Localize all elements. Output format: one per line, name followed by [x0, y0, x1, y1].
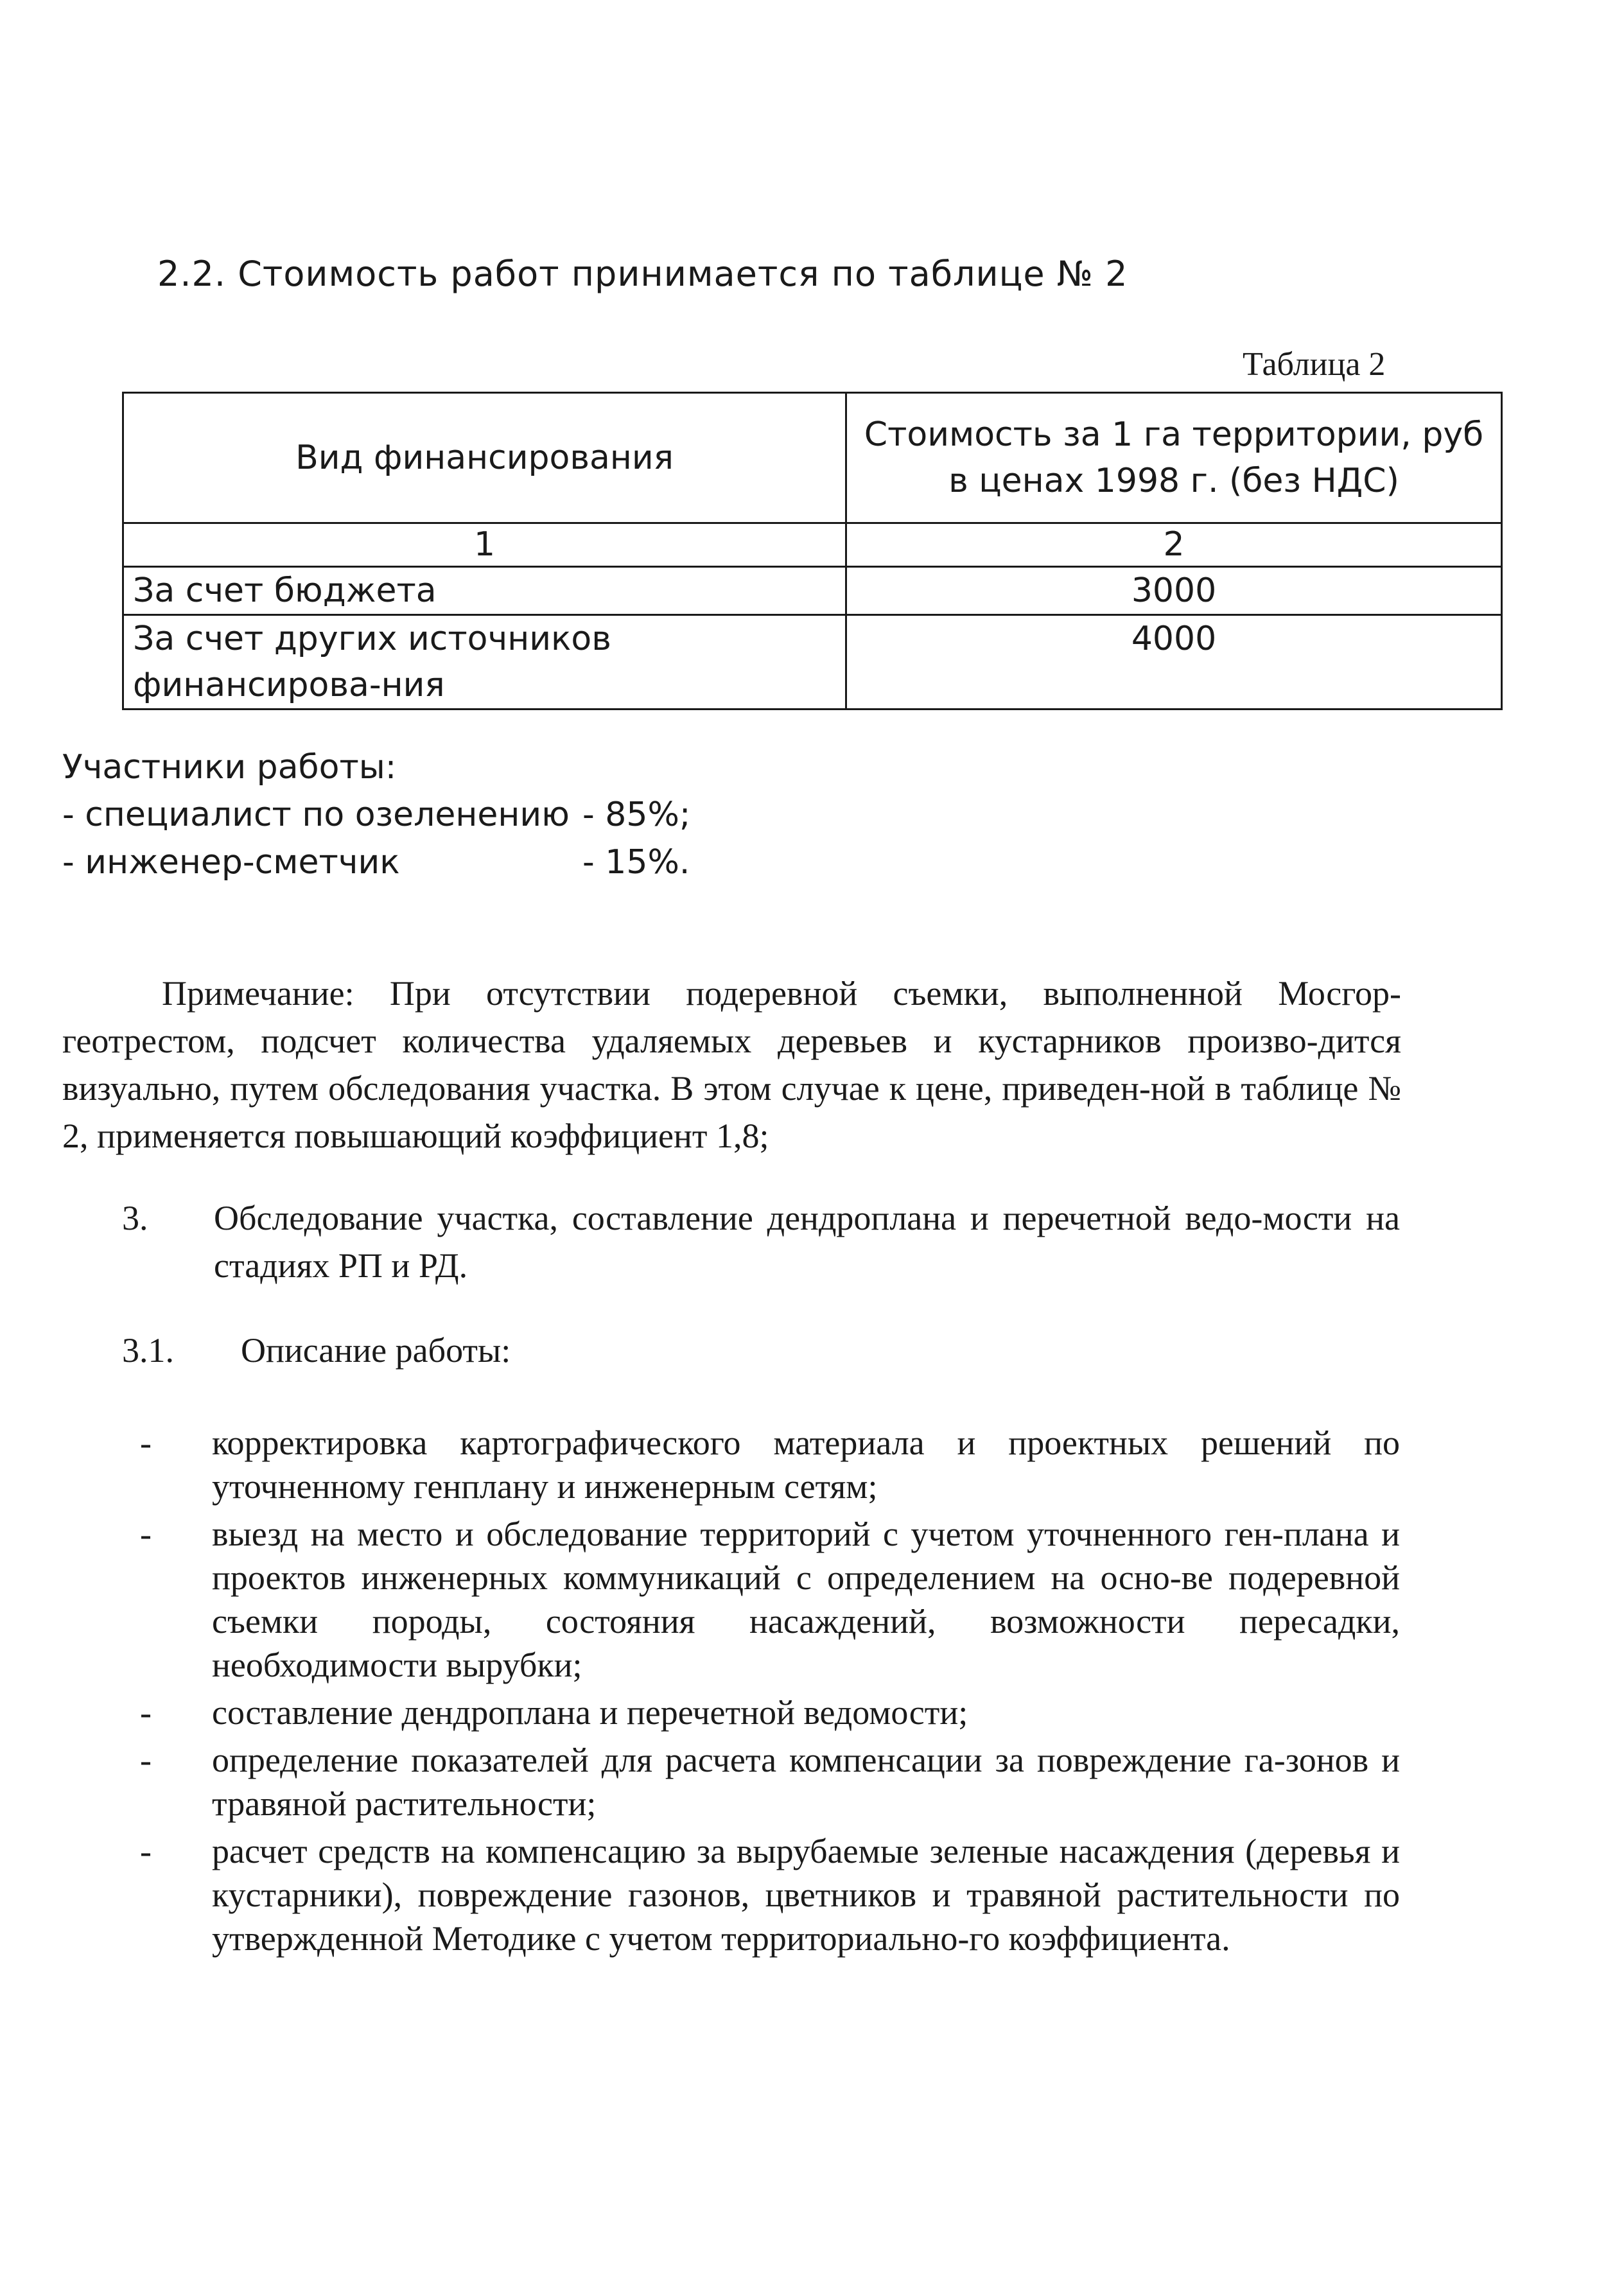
list-item [122, 1738, 1400, 1825]
note-paragraph: Примечание: При отсутствии подеревной съемки, выполненной Мосгор-геотрестом, подсчет количества удаляемых деревьев и кустарников произво-дится визуально, путем обследования участка. В этом случае к цене, приведен-ной в таблице № 2, применяется повышающий коэффициент 1,8; [62, 974, 1401, 1155]
header-cost-per-hectare: Стоимость за 1 га территории, руб в ценах 1998 г. (без НДС) [846, 393, 1502, 523]
list-item-text: расчет средств на компенсацию за вырубаемые зеленые насаждения (деревья и кустарники), повреждение газонов, цветников и травяной растительности по утвержденной Методике с учетом территориально-го коэффициента. [212, 1832, 1400, 1958]
column-number-2: 2 [846, 523, 1502, 567]
section-3-number: 3. [122, 1199, 148, 1237]
list-dash: - [140, 1515, 152, 1553]
list-item-text: составление дендроплана и перечетной ведомости; [212, 1693, 968, 1732]
list-item [122, 1512, 1400, 1687]
table-row [123, 567, 1502, 615]
row-label: За счет бюджета [123, 567, 846, 615]
list-item [122, 1691, 1400, 1734]
row-value: 3000 [846, 567, 1502, 615]
list-item-text: корректировка картографического материала и проектных решений по уточненному генплану и инженерным сетям; [212, 1424, 1400, 1506]
section-3 [122, 1194, 1400, 1289]
participant-role: - специалист по озеленению [62, 796, 570, 834]
participant-item [62, 791, 690, 839]
list-item [122, 1829, 1400, 1960]
list-dash: - [140, 1741, 152, 1779]
section-3-1-title: Описание работы: [241, 1331, 511, 1370]
section-heading-2-2: 2.2. Стоимость работ принимается по таблице № 2 [157, 254, 1128, 294]
row-label: За счет других источников финансирова-ния [123, 615, 846, 710]
header-financing-type: Вид финансирования [123, 393, 846, 523]
table-header-row [123, 393, 1502, 523]
work-description-list [122, 1421, 1400, 1964]
table-row [123, 615, 1502, 710]
participants-title: Участники работы: [62, 748, 397, 787]
column-number-1: 1 [123, 523, 846, 567]
list-item-text: определение показателей для расчета компенсации за повреждение га-зонов и травяной растительности; [212, 1741, 1400, 1823]
list-dash: - [140, 1832, 152, 1870]
section-3-title: Обследование участка, составление дендроплана и перечетной ведо-мости на стадиях РП и РД. [214, 1199, 1400, 1285]
table-column-numbers-row [123, 523, 1502, 567]
row-value: 4000 [846, 615, 1502, 710]
list-item [122, 1421, 1400, 1508]
list-dash: - [140, 1693, 152, 1732]
table-caption: Таблица 2 [1243, 346, 1386, 383]
participant-share: - 85%; [582, 796, 691, 834]
participants-block [62, 744, 690, 886]
section-3-1-number: 3.1. [122, 1331, 174, 1370]
section-3-1 [122, 1330, 511, 1370]
list-item-text: выезд на место и обследование территорий с учетом уточненного ген-плана и проектов инженерных коммуникаций с определением на осно-ве подеревной съемки породы, состояния насаждений, возможности пересадки, необходимости вырубки; [212, 1515, 1400, 1684]
participant-role: - инженер-сметчик [62, 843, 400, 882]
cost-table [122, 392, 1503, 710]
list-dash: - [140, 1424, 152, 1462]
participant-item [62, 839, 690, 886]
participant-share: - 15%. [582, 843, 690, 882]
